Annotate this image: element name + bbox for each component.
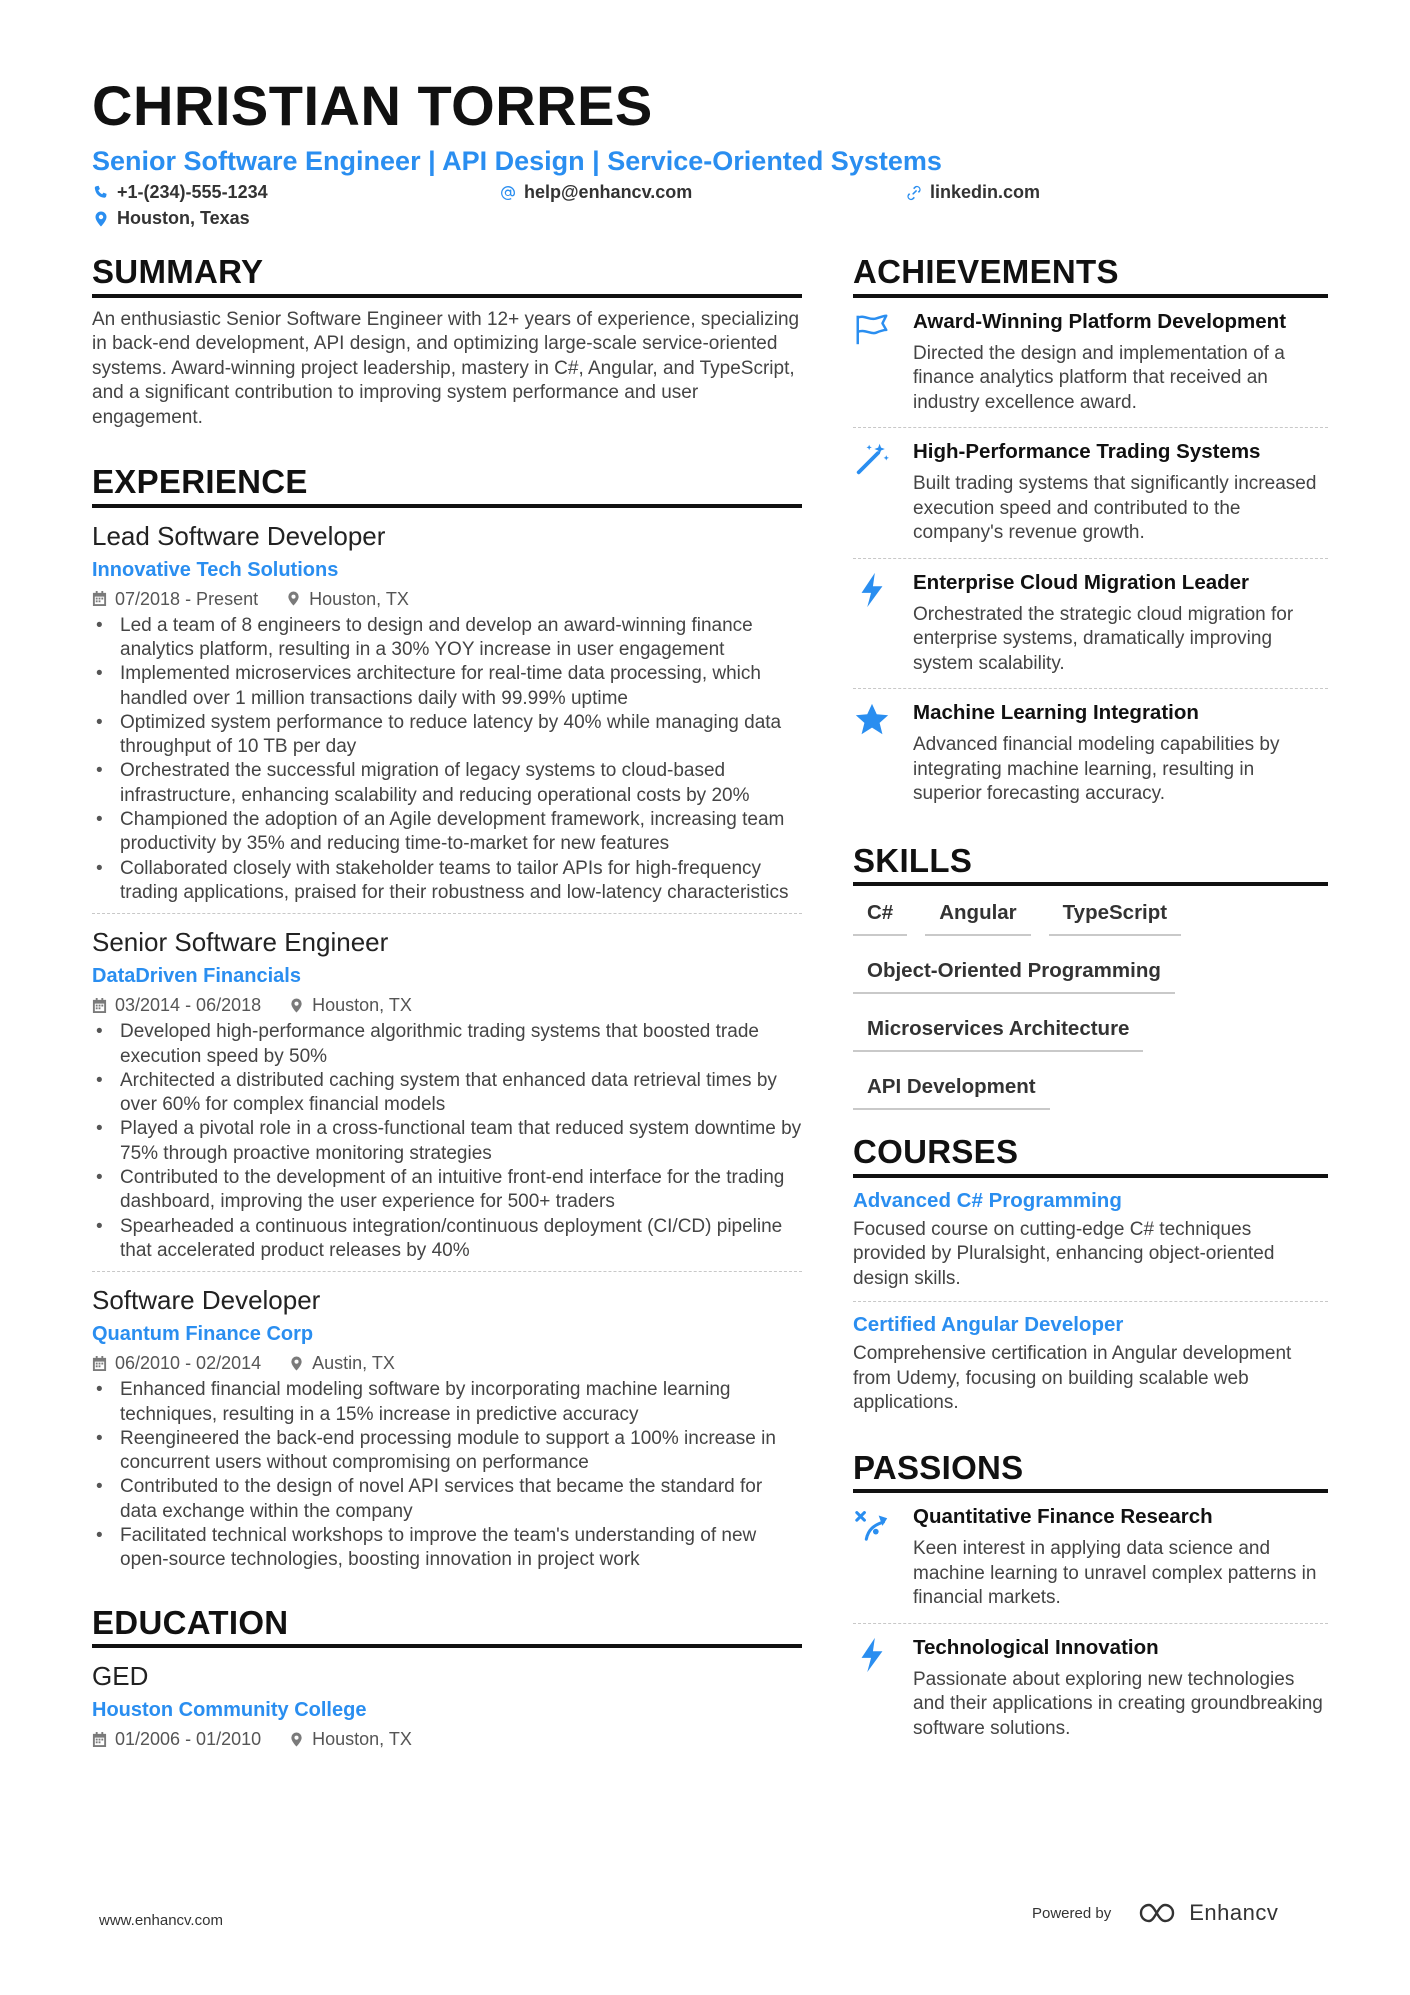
achievement-title: High-Performance Trading Systems (913, 440, 1261, 464)
job-location: Houston, TX (286, 588, 409, 610)
job-title: Senior Software Engineer (92, 927, 389, 958)
skills-list (853, 896, 1328, 1110)
contact-email[interactable] (500, 182, 692, 203)
experience-heading: EXPERIENCE (92, 462, 802, 508)
company-name: Quantum Finance Corp (92, 1323, 314, 1346)
bullet-item: • Implemented microservices architecture for real-time data processing, which handled over 1 million transactions daily with 99.99% uptime (92, 662, 802, 711)
achievement-title: Enterprise Cloud Migration Leader (913, 570, 1250, 594)
contact-linkedin[interactable] (906, 182, 1040, 203)
skill-row (853, 954, 1328, 994)
passion-title: Technological Innovation (913, 1635, 1159, 1659)
passion-desc: Passionate about exploring new technologies and their applications in creating groundbreaking software solutions. (913, 1668, 1323, 1739)
job-bullets (92, 1020, 802, 1263)
school-name: Houston Community College (92, 1699, 367, 1722)
strategy-icon (853, 1503, 897, 1611)
bullet-item: • Optimized system performance to reduce latency by 40% while managing data throughput of 10 TB per day (92, 711, 802, 760)
achievement-item (853, 298, 1328, 428)
job-location: Houston, TX (289, 994, 412, 1016)
footer-website[interactable]: www.enhancv.com (99, 1912, 223, 1929)
passions-heading: PASSIONS (853, 1448, 1328, 1494)
calendar-icon (92, 998, 107, 1013)
education-location: Houston, TX (289, 1728, 412, 1750)
star-icon (853, 699, 897, 807)
education-heading: EDUCATION (92, 1603, 802, 1649)
skill-tag: TypeScript (1049, 896, 1181, 936)
job-dates: 06/2010 - 02/2014 (92, 1352, 261, 1374)
job-meta (92, 994, 802, 1016)
location-pin-icon (289, 998, 304, 1013)
achievement-item (853, 559, 1328, 689)
candidate-name: CHRISTIAN TORRES (92, 74, 653, 137)
powered-by-label: Powered by (1032, 1904, 1112, 1922)
bullet-item: • Enhanced financial modeling software by incorporating machine learning techniques, resulting in a 15% increase in predictive accuracy (92, 1378, 802, 1427)
job-dates: 03/2014 - 06/2018 (92, 994, 261, 1016)
enhancv-logo-icon (1137, 1900, 1183, 1926)
bullet-item: • Developed high-performance algorithmic trading systems that boosted trade execution speed by 50% (92, 1020, 802, 1069)
at-sign-icon (500, 185, 516, 201)
footer-branding[interactable] (1032, 1900, 1278, 1926)
course-item (853, 1188, 1328, 1292)
phone-text: +1-(234)-555-1234 (117, 182, 268, 202)
brand-name: Enhancv (1189, 1900, 1279, 1925)
linkedin-text: linkedin.com (930, 182, 1041, 202)
summary-text: An enthusiastic Senior Software Engineer with 12+ years of experience, specializing in back-end development, API design, and optimizing large-scale service-oriented systems. Award-winning project leadership, mastery in C#, Angular, and TypeScript, and a significant contribution to improving system performance and user engagement. (92, 308, 800, 428)
job-entry (92, 520, 802, 915)
bullet-item: • Spearheaded a continuous integration/continuous deployment (CI/CD) pipeline that accelerated product releases by 40% (92, 1215, 802, 1264)
bullet-item: • Played a pivotal role in a cross-functional team that reduced system downtime by 75% through proactive monitoring strategies (92, 1117, 802, 1166)
achievement-item (853, 689, 1328, 819)
location-pin-icon (289, 1732, 304, 1747)
achievement-desc: Orchestrated the strategic cloud migration for enterprise systems, dramatically improving system scalability. (913, 603, 1294, 674)
magic-wand-icon (853, 438, 897, 546)
education-entry (92, 1660, 802, 1750)
phone-icon (93, 185, 109, 201)
achievement-desc: Directed the design and implementation of a finance analytics platform that received an industry excellence award. (913, 342, 1285, 413)
bullet-item: • Contributed to the design of novel API services that became the standard for data exchange within the company (92, 1475, 802, 1524)
course-desc: Focused course on cutting-edge C# techniques provided by Pluralsight, enhancing object-oriented design skills. (853, 1218, 1275, 1289)
flag-icon (853, 308, 897, 416)
passion-item (853, 1493, 1328, 1623)
link-icon (906, 185, 922, 201)
location-text: Houston, Texas (117, 208, 250, 228)
job-meta (92, 1352, 802, 1374)
bullet-item: • Orchestrated the successful migration of legacy systems to cloud-based infrastructure, enhancing scalability and reducing operational costs by 20% (92, 759, 802, 808)
passion-title: Quantitative Finance Research (913, 1505, 1213, 1529)
skill-tag: Microservices Architecture (853, 1012, 1143, 1052)
summary-heading: SUMMARY (92, 252, 802, 298)
company-name: Innovative Tech Solutions (92, 558, 339, 581)
course-title: Certified Angular Developer (853, 1313, 1124, 1337)
headline: Senior Software Engineer | API Design | Service-Oriented Systems (92, 146, 942, 176)
skill-tag: C# (853, 896, 907, 936)
left-column (92, 252, 802, 1750)
skill-row (853, 896, 1328, 936)
achievement-title: Award-Winning Platform Development (913, 309, 1287, 333)
bullet-item: • Facilitated technical workshops to improve the team's understanding of new open-source technologies, boosting innovation in project work (92, 1524, 802, 1573)
calendar-icon (92, 1732, 107, 1747)
company-name: DataDriven Financials (92, 965, 301, 988)
skill-tag: API Development (853, 1070, 1050, 1110)
brand-logo (1137, 1900, 1278, 1926)
location-pin-icon (93, 211, 109, 227)
bullet-item: • Reengineered the back-end processing module to support a 100% increase in concurrent users without compromising on performance (92, 1427, 802, 1476)
contact-location (93, 208, 250, 229)
divider (92, 1271, 802, 1272)
lightning-icon (853, 569, 897, 677)
contact-phone[interactable] (93, 182, 268, 203)
calendar-icon (92, 591, 107, 606)
skill-row (853, 1070, 1328, 1110)
courses-heading: COURSES (853, 1132, 1328, 1178)
bullet-item: • Collaborated closely with stakeholder teams to tailor APIs for high-frequency trading applications, praised for their robustness and low-latency characteristics (92, 857, 802, 906)
passion-desc: Keen interest in applying data science and machine learning to unravel complex patterns in financial markets. (913, 1538, 1317, 1609)
calendar-icon (92, 1356, 107, 1371)
course-title: Advanced C# Programming (853, 1188, 1122, 1212)
email-text: help@enhancv.com (524, 182, 693, 202)
job-title: Lead Software Developer (92, 520, 386, 551)
passion-item (853, 1624, 1328, 1754)
skill-tag: Object-Oriented Programming (853, 954, 1175, 994)
job-bullets (92, 614, 802, 906)
degree: GED (92, 1661, 149, 1692)
job-meta (92, 588, 802, 610)
location-pin-icon (286, 591, 301, 606)
job-title: Software Developer (92, 1285, 321, 1316)
job-dates: 07/2018 - Present (92, 588, 258, 610)
education-meta (92, 1728, 802, 1750)
achievement-item (853, 428, 1328, 558)
job-location: Austin, TX (289, 1352, 395, 1374)
job-entry (92, 1284, 802, 1572)
job-entry (92, 926, 802, 1272)
bullet-item: • Architected a distributed caching system that enhanced data retrieval times by over 60% for complex financial models (92, 1069, 802, 1118)
bullet-item: • Contributed to the development of an intuitive front-end interface for the trading dashboard, improving the user experience for 500+ traders (92, 1166, 802, 1215)
skills-heading: SKILLS (853, 841, 1328, 887)
location-pin-icon (289, 1356, 304, 1371)
divider (853, 1301, 1328, 1302)
lightning-icon (853, 1634, 897, 1742)
course-desc: Comprehensive certification in Angular development from Udemy, focusing on building scalable web applications. (853, 1343, 1292, 1414)
divider (92, 913, 802, 914)
achievements-heading: ACHIEVEMENTS (853, 252, 1328, 298)
job-bullets (92, 1378, 802, 1572)
bullet-item: • Led a team of 8 engineers to design and develop an award-winning finance analytics platform, resulting in a 30% YOY increase in user engagement (92, 614, 802, 663)
skill-tag: Angular (925, 896, 1030, 936)
education-dates: 01/2006 - 01/2010 (92, 1728, 261, 1750)
skill-row (853, 1012, 1328, 1052)
right-column (853, 252, 1328, 1753)
achievement-title: Machine Learning Integration (913, 701, 1199, 725)
course-item (853, 1312, 1328, 1416)
achievement-desc: Built trading systems that significantly increased execution speed and contributed to the company's revenue growth. (913, 473, 1317, 544)
achievement-desc: Advanced financial modeling capabilities by integrating machine learning, resulting in superior forecasting accuracy. (913, 734, 1280, 805)
bullet-item: • Championed the adoption of an Agile development framework, increasing team productivity by 35% and reducing time-to-market for new features (92, 808, 802, 857)
